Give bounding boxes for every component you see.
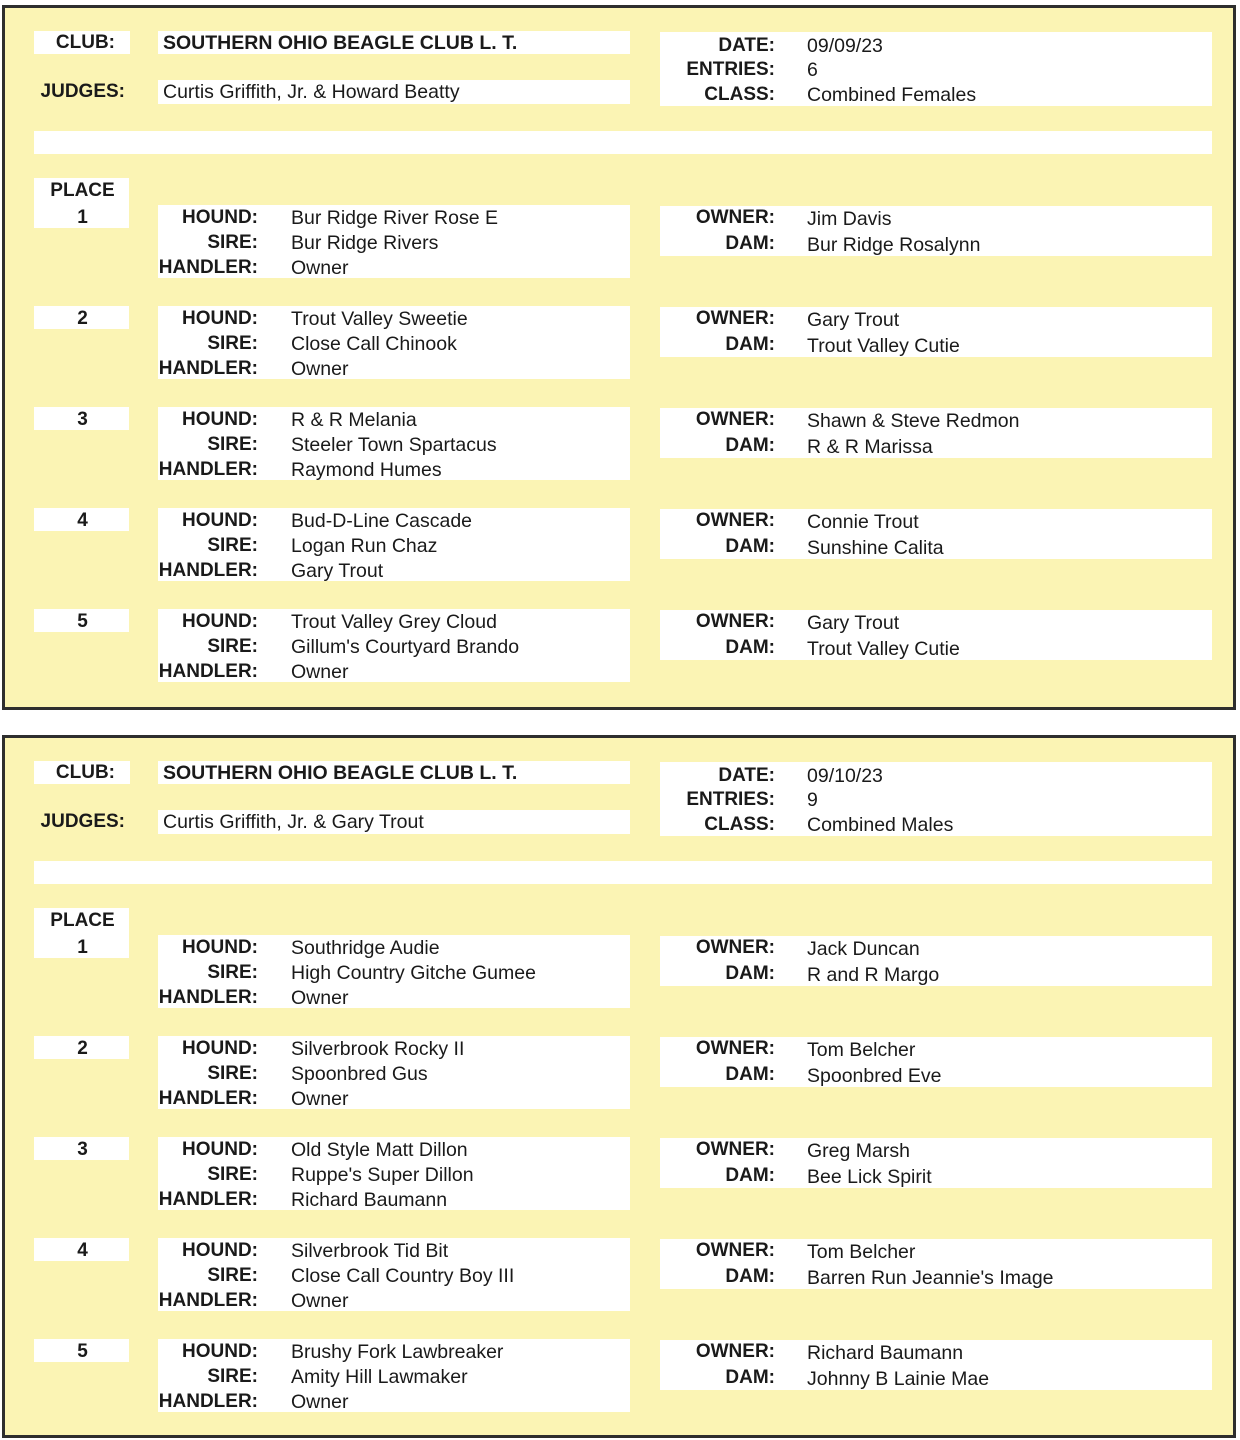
dam-name: Johnny B Lainie Mae	[807, 1368, 990, 1390]
place-number: 2	[77, 308, 88, 329]
sire-name: High Country Gitche Gumee	[291, 962, 536, 984]
dam-label: DAM:	[725, 1165, 775, 1186]
dam-label: DAM:	[725, 1367, 775, 1388]
date-label: DATE:	[718, 765, 775, 786]
owner-label: OWNER:	[695, 611, 775, 632]
owner-label: OWNER:	[695, 1038, 775, 1059]
dam-name: Bee Lick Spirit	[807, 1166, 932, 1188]
dam-label: DAM:	[725, 1064, 775, 1085]
sire-label: SIRE:	[207, 535, 258, 556]
place-number: 5	[77, 611, 88, 632]
hound-label: HOUND:	[182, 937, 258, 958]
club-name: SOUTHERN OHIO BEAGLE CLUB L. T.	[163, 762, 518, 784]
place-header: PLACE	[50, 910, 115, 931]
handler-label: HANDLER:	[158, 358, 258, 379]
hound-name: Southridge Audie	[291, 937, 440, 959]
handler-name: Gary Trout	[291, 560, 384, 582]
handler-label: HANDLER:	[158, 1088, 258, 1109]
dam-name: R and R Margo	[807, 964, 940, 986]
owner-label: OWNER:	[695, 1341, 775, 1362]
class-value: Combined Males	[807, 814, 954, 836]
handler-name: Owner	[291, 358, 349, 380]
handler-label: HANDLER:	[158, 459, 258, 480]
club-name: SOUTHERN OHIO BEAGLE CLUB L. T.	[163, 32, 518, 54]
hound-label: HOUND:	[182, 1038, 258, 1059]
owner-label: OWNER:	[695, 1240, 775, 1261]
owner-name: Tom Belcher	[807, 1241, 916, 1263]
hound-label: HOUND:	[182, 1240, 258, 1261]
date-value: 09/09/23	[807, 35, 883, 57]
handler-name: Owner	[291, 1290, 349, 1312]
owner-name: Gary Trout	[807, 309, 900, 331]
dam-label: DAM:	[725, 637, 775, 658]
dam-label: DAM:	[725, 233, 775, 254]
judges-label: JUDGES:	[40, 81, 125, 102]
dam-label: DAM:	[725, 963, 775, 984]
place-number: 3	[77, 1139, 88, 1160]
hound-name: Old Style Matt Dillon	[291, 1139, 468, 1161]
sire-name: Amity Hill Lawmaker	[291, 1366, 468, 1388]
club-label: CLUB:	[55, 762, 115, 783]
dam-name: Spoonbred Eve	[807, 1065, 942, 1087]
handler-name: Richard Baumann	[291, 1189, 448, 1211]
hound-label: HOUND:	[182, 409, 258, 430]
sire-name: Spoonbred Gus	[291, 1063, 428, 1085]
owner-name: Shawn & Steve Redmon	[807, 410, 1020, 432]
entries-value: 6	[807, 59, 818, 81]
judges-value: Curtis Griffith, Jr. & Gary Trout	[163, 811, 424, 833]
hound-name: Trout Valley Grey Cloud	[291, 611, 497, 633]
sire-label: SIRE:	[207, 1063, 258, 1084]
owner-name: Jim Davis	[807, 208, 892, 230]
handler-label: HANDLER:	[158, 1290, 258, 1311]
result-card-1	[2, 5, 1236, 710]
judges-label: JUDGES:	[40, 811, 125, 832]
entries-label: ENTRIES:	[686, 789, 775, 810]
owner-name: Tom Belcher	[807, 1039, 916, 1061]
owner-label: OWNER:	[695, 409, 775, 430]
place-header: PLACE	[50, 180, 115, 201]
hound-name: Trout Valley Sweetie	[291, 308, 468, 330]
handler-label: HANDLER:	[158, 661, 258, 682]
owner-name: Richard Baumann	[807, 1342, 964, 1364]
dam-name: R & R Marissa	[807, 436, 933, 458]
sire-label: SIRE:	[207, 434, 258, 455]
handler-label: HANDLER:	[158, 1189, 258, 1210]
owner-label: OWNER:	[695, 207, 775, 228]
place-number: 4	[77, 1240, 88, 1261]
owner-label: OWNER:	[695, 1139, 775, 1160]
sire-label: SIRE:	[207, 1366, 258, 1387]
sire-name: Logan Run Chaz	[291, 535, 438, 557]
place-number: 2	[77, 1038, 88, 1059]
class-label: CLASS:	[704, 814, 775, 835]
sire-name: Gillum's Courtyard Brando	[291, 636, 520, 658]
handler-name: Owner	[291, 1391, 349, 1413]
hound-label: HOUND:	[182, 611, 258, 632]
hound-name: R & R Melania	[291, 409, 417, 431]
hound-name: Bur Ridge River Rose E	[291, 207, 498, 229]
hound-name: Silverbrook Rocky II	[291, 1038, 465, 1060]
owner-name: Gary Trout	[807, 612, 900, 634]
owner-name: Jack Duncan	[807, 938, 920, 960]
hound-label: HOUND:	[182, 510, 258, 531]
date-value: 09/10/23	[807, 765, 883, 787]
sire-label: SIRE:	[207, 1265, 258, 1286]
sire-name: Bur Ridge Rivers	[291, 232, 439, 254]
dam-label: DAM:	[725, 1266, 775, 1287]
class-value: Combined Females	[807, 84, 977, 106]
owner-label: OWNER:	[695, 510, 775, 531]
handler-label: HANDLER:	[158, 257, 258, 278]
sire-label: SIRE:	[207, 232, 258, 253]
handler-label: HANDLER:	[158, 987, 258, 1008]
class-label: CLASS:	[704, 84, 775, 105]
place-number: 4	[77, 510, 88, 531]
handler-name: Owner	[291, 1088, 349, 1110]
handler-label: HANDLER:	[158, 560, 258, 581]
sire-name: Steeler Town Spartacus	[291, 434, 497, 456]
dam-label: DAM:	[725, 334, 775, 355]
owner-label: OWNER:	[695, 937, 775, 958]
date-label: DATE:	[718, 35, 775, 56]
dam-name: Trout Valley Cutie	[807, 638, 960, 660]
owner-name: Greg Marsh	[807, 1140, 910, 1162]
club-label: CLUB:	[55, 32, 115, 53]
sire-label: SIRE:	[207, 333, 258, 354]
dam-label: DAM:	[725, 435, 775, 456]
place-number: 5	[77, 1341, 88, 1362]
sire-name: Close Call Chinook	[291, 333, 457, 355]
handler-label: HANDLER:	[158, 1391, 258, 1412]
hound-label: HOUND:	[182, 1139, 258, 1160]
hound-name: Bud-D-Line Cascade	[291, 510, 473, 532]
owner-label: OWNER:	[695, 308, 775, 329]
dam-label: DAM:	[725, 536, 775, 557]
dam-name: Barren Run Jeannie's Image	[807, 1267, 1054, 1289]
handler-name: Owner	[291, 661, 349, 683]
sire-label: SIRE:	[207, 1164, 258, 1185]
handler-name: Owner	[291, 987, 349, 1009]
place-number: 1	[77, 207, 88, 228]
owner-name: Connie Trout	[807, 511, 919, 533]
sire-name: Close Call Country Boy III	[291, 1265, 515, 1287]
place-number: 1	[77, 937, 88, 958]
dam-name: Trout Valley Cutie	[807, 335, 960, 357]
hound-label: HOUND:	[182, 308, 258, 329]
hound-label: HOUND:	[182, 1341, 258, 1362]
judges-value: Curtis Griffith, Jr. & Howard Beatty	[163, 81, 460, 103]
handler-name: Raymond Humes	[291, 459, 442, 481]
entries-value: 9	[807, 789, 818, 811]
spacer-bar	[34, 861, 1212, 884]
hound-name: Silverbrook Tid Bit	[291, 1240, 449, 1262]
handler-name: Owner	[291, 257, 349, 279]
hound-name: Brushy Fork Lawbreaker	[291, 1341, 504, 1363]
spacer-bar	[34, 131, 1212, 154]
dam-name: Bur Ridge Rosalynn	[807, 234, 981, 256]
sire-name: Ruppe's Super Dillon	[291, 1164, 474, 1186]
dam-name: Sunshine Calita	[807, 537, 944, 559]
sire-label: SIRE:	[207, 962, 258, 983]
result-card-2	[2, 735, 1236, 1438]
hound-label: HOUND:	[182, 207, 258, 228]
entries-label: ENTRIES:	[686, 59, 775, 80]
place-number: 3	[77, 409, 88, 430]
sire-label: SIRE:	[207, 636, 258, 657]
